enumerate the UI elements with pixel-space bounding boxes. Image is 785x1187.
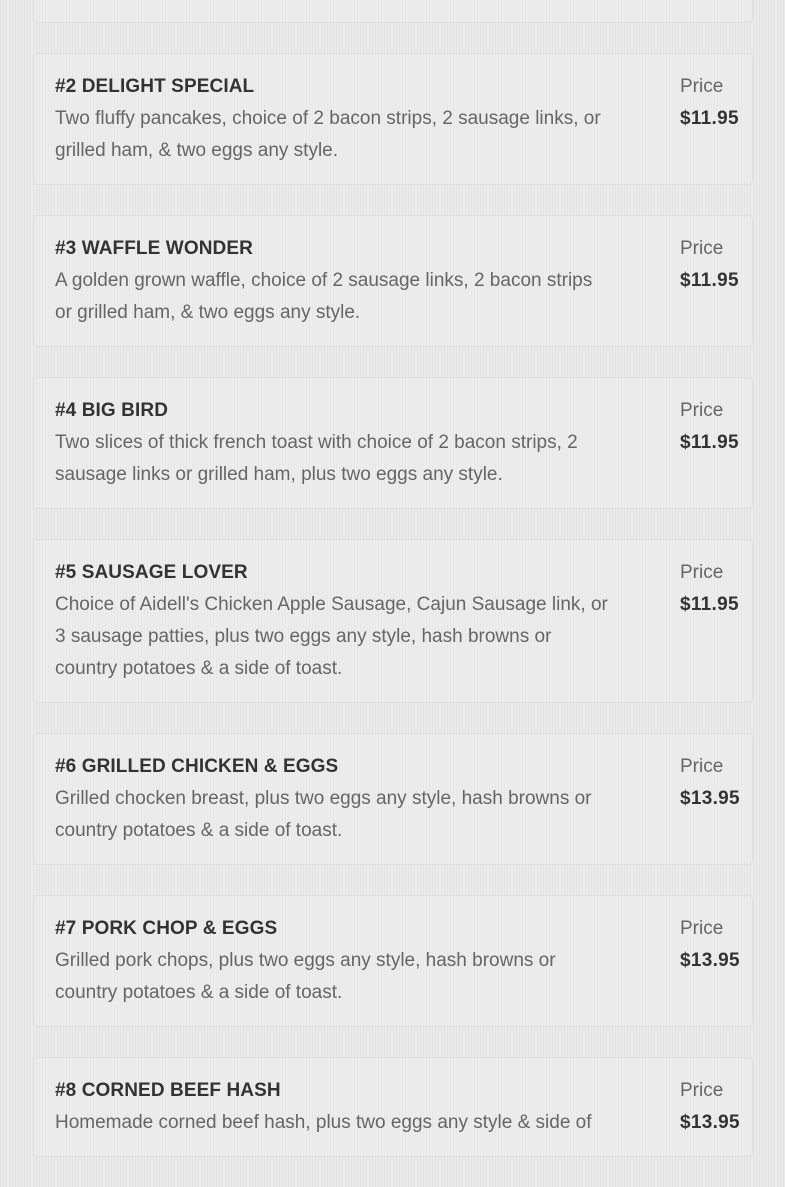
menu-item-description [55,1107,645,1139]
menu-item-title: #5 SAUSAGE LOVER [55,562,248,583]
price-value: $11.95 [680,594,739,615]
price-label: Price [680,400,724,421]
menu-item-title: #2 DELIGHT SPECIAL [55,76,255,97]
price-label: Price [680,1080,724,1101]
description-line: Grilled pork chops, plus two eggs any style, hash browns or [55,950,556,971]
description-line: country potatoes & a side of toast. [55,820,343,841]
description-line: 3 sausage patties, plus two eggs any style, hash browns or [55,626,552,647]
price-box [680,71,752,135]
menu-item-title: #7 PORK CHOP & EGGS [55,918,278,939]
menu-item-card [33,377,753,509]
menu-item-description [55,783,645,847]
price-box [680,913,752,977]
menu-item-card [33,0,753,23]
menu-item-content [55,395,645,491]
price-value: $13.95 [680,788,740,809]
menu-item-description [55,427,645,491]
menu-item-description [55,265,645,329]
menu-item-description [55,0,645,5]
menu-item-description [55,103,645,167]
description-line: or grilled ham, & two eggs any style. [55,302,361,323]
menu-item-card [33,215,753,347]
menu-item-title: #3 WAFFLE WONDER [55,238,253,259]
description-line: country potatoes & a side of toast. [55,658,343,679]
description-line: Choice of Aidell's Chicken Apple Sausage, Cajun Sausage link, or [55,594,608,615]
price-label: Price [680,76,724,97]
menu-item-content [55,0,645,5]
menu-item-title: #8 CORNED BEEF HASH [55,1080,281,1101]
price-value: $13.95 [680,950,740,971]
price-label: Price [680,756,724,777]
price-value: $13.95 [680,1112,740,1133]
menu-item-content [55,913,645,1009]
menu-item-content [55,71,645,167]
menu-item-description [55,589,645,685]
menu-item-content [55,233,645,329]
price-box [680,751,752,815]
description-line: country potatoes & a side of toast. [55,982,343,1003]
description-line: Homemade corned beef hash, plus two eggs any style & side of [55,1112,592,1133]
price-value: $11.95 [680,432,739,453]
menu-item-card [33,895,753,1027]
description-line: sausage links or grilled ham, plus two eggs any style. [55,464,503,485]
description-line: Two fluffy pancakes, choice of 2 bacon strips, 2 sausage links, or [55,108,601,129]
description-line: A golden grown waffle, choice of 2 sausage links, 2 bacon strips [55,270,593,291]
menu-item-card [33,539,753,703]
menu-item-description [55,945,645,1009]
price-label: Price [680,918,724,939]
price-box [680,233,752,297]
menu-item-card [33,1057,753,1157]
price-value: $11.95 [680,270,739,291]
price-value: $11.95 [680,108,739,129]
price-box [680,557,752,621]
menu-item-content [55,751,645,847]
menu-item-title: #6 GRILLED CHICKEN & EGGS [55,756,339,777]
description-line: Two slices of thick french toast with choice of 2 bacon strips, 2 [55,432,578,453]
menu-item-title: #4 BIG BIRD [55,400,169,421]
menu-item-content [55,557,645,685]
menu-item-card [33,733,753,865]
description-line: Grilled chocken breast, plus two eggs any style, hash browns or [55,788,592,809]
price-box [680,395,752,459]
price-label: Price [680,238,724,259]
menu-list [33,0,753,1187]
price-label: Price [680,562,724,583]
description-line [55,0,645,5]
menu-item-content [55,1075,645,1139]
menu-item-card [33,53,753,185]
price-box [680,1075,752,1139]
description-line: grilled ham, & two eggs any style. [55,140,339,161]
